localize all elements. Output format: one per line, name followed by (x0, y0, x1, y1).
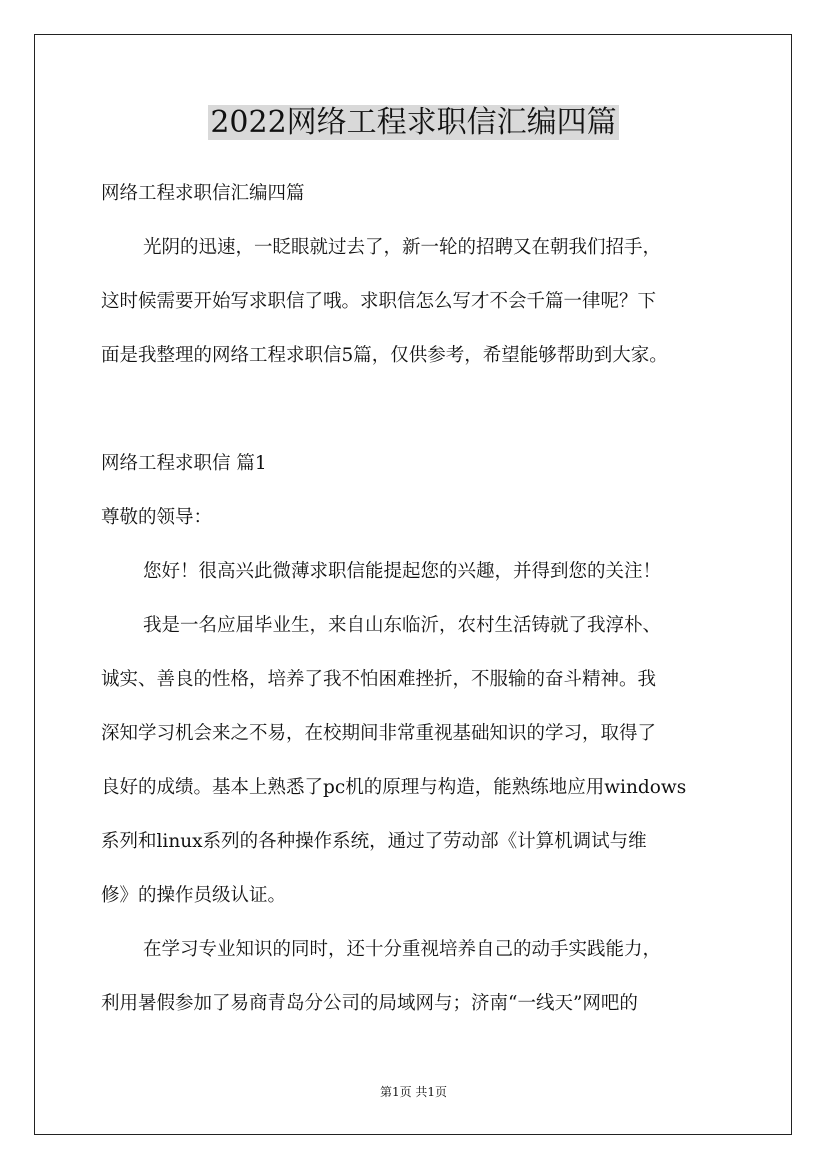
paragraph-line: 这时候需要开始写求职信了哦。求职信怎么写才不会千篇一律呢？下 (101, 291, 657, 312)
document-title (0, 98, 827, 148)
paragraph-line: 系列和linux系列的各种操作系统，通过了劳动部《计算机调试与维 (101, 831, 647, 852)
paragraph-line: 修》的操作员级认证。 (101, 885, 287, 906)
paragraph-line: 我是一名应届毕业生，来自山东临沂，农村生活铸就了我淳朴、 (143, 615, 662, 636)
paragraph-line: 诚实、善良的性格，培养了我不怕困难挫折，不服输的奋斗精神。我 (101, 669, 657, 690)
paragraph-line: 深知学习机会来之不易，在校期间非常重视基础知识的学习，取得了 (101, 723, 657, 744)
paragraph-line: 光阴的迅速，一眨眼就过去了，新一轮的招聘又在朝我们招手， (143, 237, 662, 258)
document-title-text: 2022网络工程求职信汇编四篇 (210, 105, 617, 140)
paragraph-line: 利用暑假参加了易商青岛分公司的局域网与；济南“一线天”网吧的 (101, 993, 638, 1014)
paragraph-line: 在学习专业知识的同时，还十分重视培养自己的动手实践能力， (143, 939, 662, 960)
paragraph-line: 良好的成绩。基本上熟悉了pc机的原理与构造，能熟练地应用windows (101, 777, 687, 798)
salutation: 尊敬的领导： (101, 507, 213, 528)
paragraph-line: 面是我整理的网络工程求职信5篇，仅供参考，希望能够帮助到大家。 (101, 345, 668, 366)
paragraph-line: 您好！很高兴此微薄求职信能提起您的兴趣，并得到您的关注！ (143, 561, 662, 582)
page-footer: 第1页 共1页 (379, 1085, 448, 1099)
intro-heading: 网络工程求职信汇编四篇 (101, 183, 305, 204)
section-heading: 网络工程求职信 篇1 (101, 453, 267, 474)
